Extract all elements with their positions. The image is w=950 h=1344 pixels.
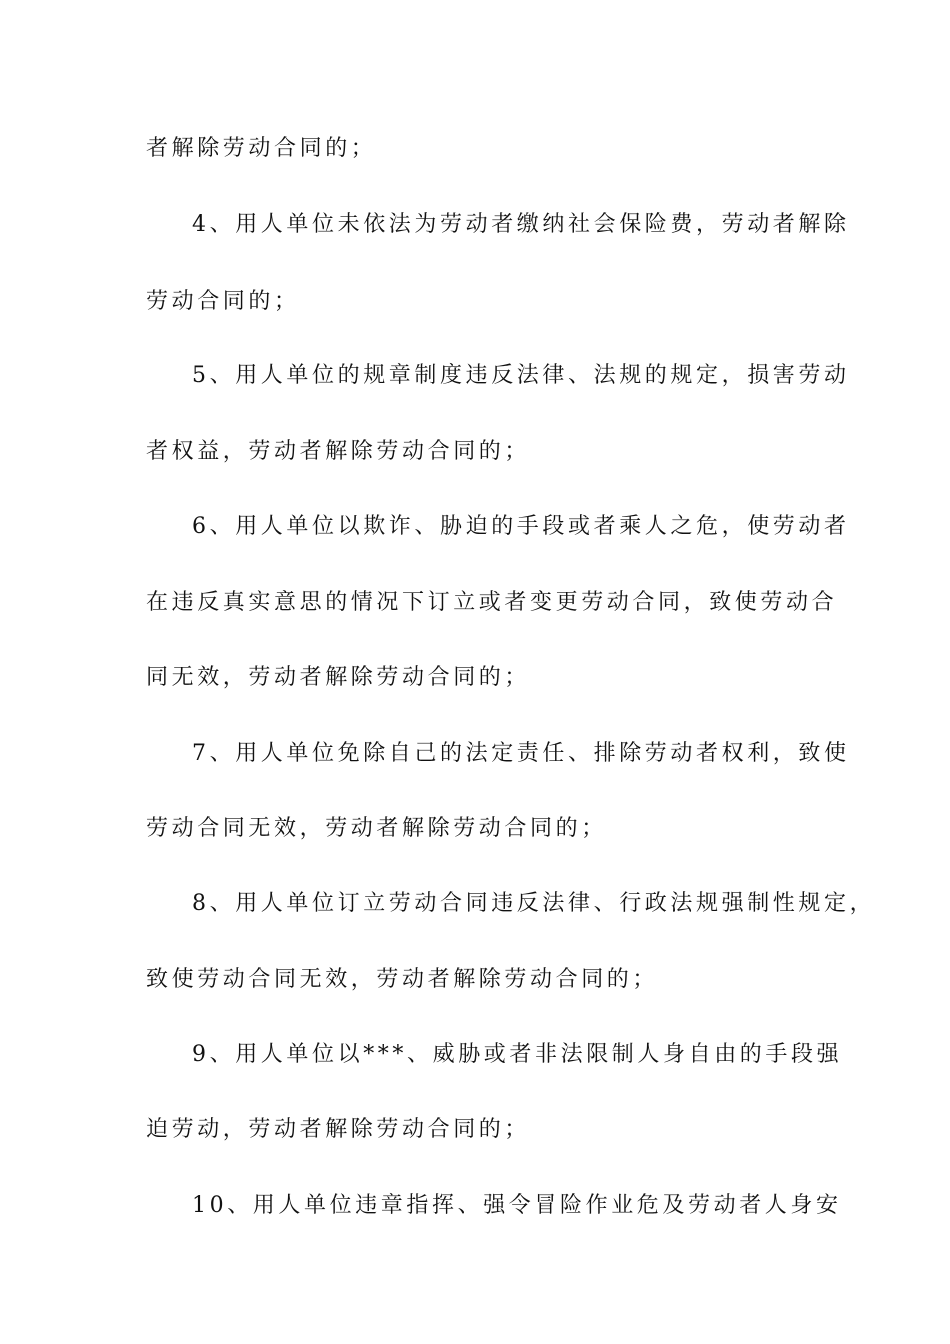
text-line: 者解除劳动合同的； [146,136,377,161]
text-line: 6、用人单位以欺诈、胁迫的手段或者乘人之危，使劳动者 [192,514,850,539]
text-line: 7、用人单位免除自己的法定责任、排除劳动者权利，致使 [192,741,850,766]
text-line: 在违反真实意思的情况下订立或者变更劳动合同，致使劳动合 [146,590,838,615]
text-line: 劳动合同无效，劳动者解除劳动合同的； [146,816,607,841]
text-line: 致使劳动合同无效，劳动者解除劳动合同的； [146,967,659,992]
text-line: 9、用人单位以***、威胁或者非法限制人身自由的手段强 [192,1042,843,1067]
text-line: 10、用人单位违章指挥、强令冒险作业危及劳动者人身安 [192,1193,842,1218]
text-line: 4、用人单位未依法为劳动者缴纳社会保险费，劳动者解除 [192,212,850,237]
text-line: 5、用人单位的规章制度违反法律、法规的规定，损害劳动 [192,363,850,388]
text-line: 劳动合同的； [146,289,300,314]
text-line: 同无效，劳动者解除劳动合同的； [146,665,531,690]
text-line: 8、用人单位订立劳动合同违反法律、行政法规强制性规定， [192,891,876,916]
text-line: 者权益，劳动者解除劳动合同的； [146,439,531,464]
text-line: 迫劳动，劳动者解除劳动合同的； [146,1117,531,1142]
